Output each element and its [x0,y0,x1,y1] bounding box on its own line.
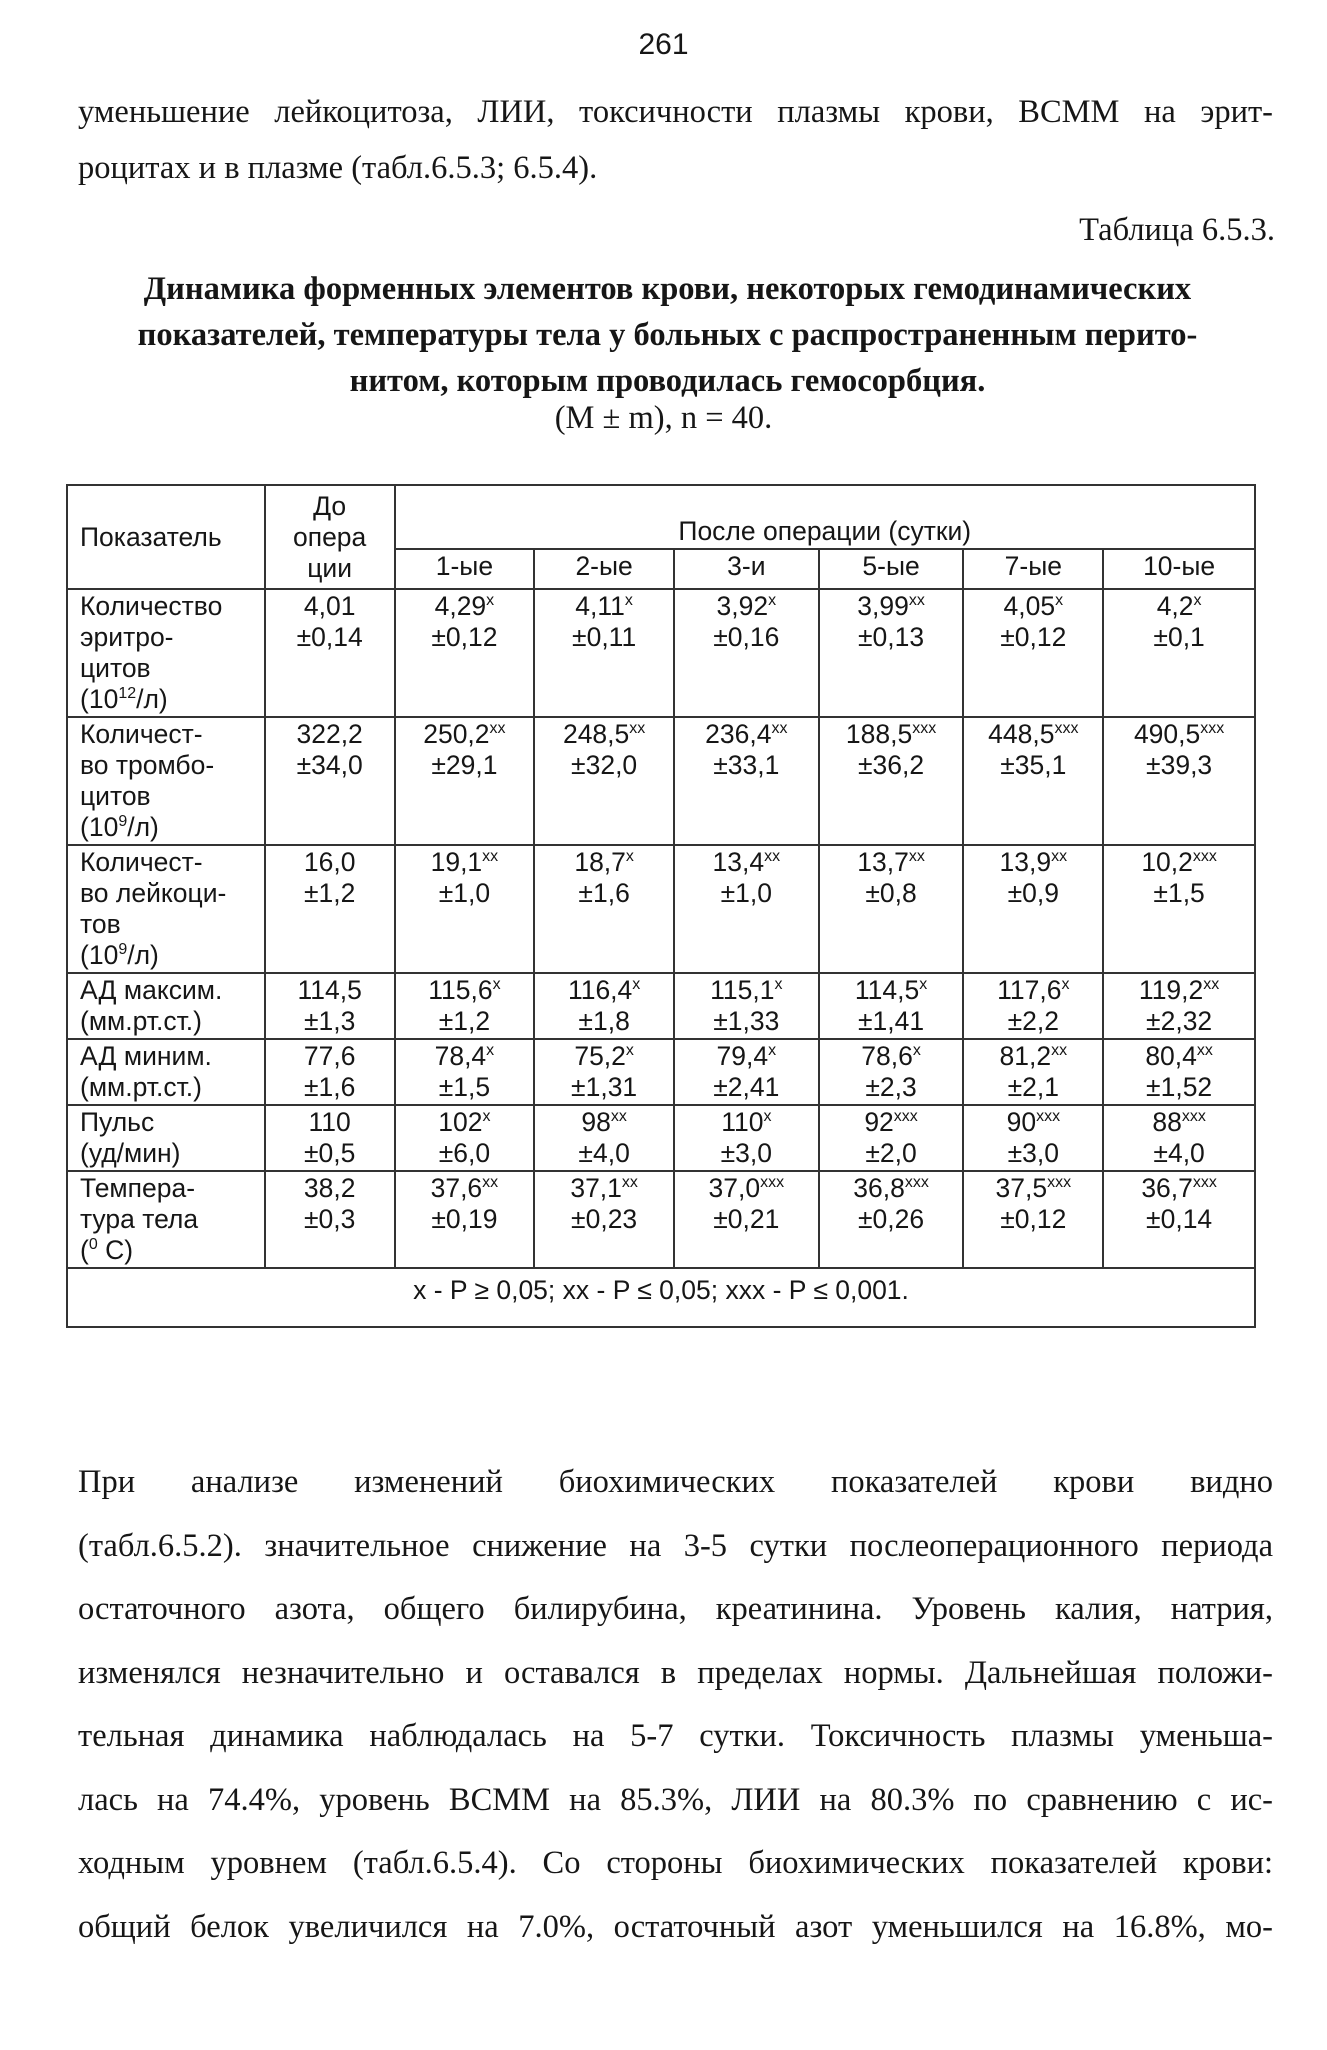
significance-mark: x [632,976,641,993]
significance-mark: xxx [1047,1174,1072,1191]
day-value: $37,5^{xxx}$ ±0,12 [963,1171,1103,1268]
significance-mark: xxx [904,1174,929,1191]
significance-mark: xx [908,592,925,609]
before-value: 38,2 ±0,3 [265,1171,395,1268]
table-body [67,485,1255,1268]
day-value: $116,4^x$ ±1,8 [534,973,674,1039]
significance-mark: x [625,848,634,865]
significance-mark: xx [908,848,925,865]
header-before: До опера ции [265,485,395,589]
significance-mark: xx [1051,848,1068,865]
significance-mark: xx [1051,1042,1068,1059]
intro-line-1: уменьшение лейкоцитоза, ЛИИ, токсичности плазмы крови, ВСММ на эрит- [78,94,1273,130]
before-value: 110 ±0,5 [265,1105,395,1171]
paragraph-line: остаточного азота, общего билирубина, креатинина. Уровень калия, натрия, [78,1591,1273,1627]
significance-mark: xx [764,848,781,865]
day-value: $19,1^{xx}$ ±1,0 [395,845,535,973]
header-day: 10-ые [1103,549,1255,589]
significance-mark: x [912,1042,921,1059]
day-value: $10,2^{xxx}$ ±1,5 [1103,845,1255,973]
significance-mark: xxx [1200,720,1225,737]
significance-mark: xxx [1054,720,1079,737]
paragraph-line: лась на 74.4%, уровень ВСММ на 85.3%, ЛИИ на 80.3% по сравнению с ис- [78,1781,1273,1818]
significance-mark: x [1055,592,1064,609]
day-value: $80,4^{xx}$ ±1,52 [1103,1039,1255,1105]
significance-mark: x [768,592,777,609]
significance-mark: x [1061,976,1070,993]
table-row [67,1171,1255,1268]
day-value: $13,9^{xx}$ ±0,9 [963,845,1103,973]
day-value: $490,5^{xxx}$ ±39,3 [1103,717,1255,845]
table-row [67,589,1255,717]
paragraph-line: При анализе изменений биохимических показателей крови видно [78,1464,1273,1500]
before-value: 16,0 ±1,2 [265,845,395,973]
row-label: АД максим. (мм.рт.ст.) [67,973,265,1039]
significance-mark: xx [1196,1042,1213,1059]
significance-mark: xx [771,720,788,737]
significance-mark: x [492,976,501,993]
significance-mark: xx [610,1108,627,1125]
paragraph-line: общий белок увеличился на 7.0%, остаточный азот уменьшился на 16.8%, мо- [78,1908,1273,1945]
day-value: $3,99^{xx}$ ±0,13 [819,589,964,717]
row-label: Количест- во лейкоци- тов $(10^9/л)$ [67,845,265,973]
day-value: $36,8^{xxx}$ ±0,26 [819,1171,964,1268]
day-value: $114,5^x$ ±1,41 [819,973,964,1039]
day-value: $81,2^{xx}$ ±2,1 [963,1039,1103,1105]
day-value: $102^x$ ±6,0 [395,1105,535,1171]
significance-mark: x [482,1108,491,1125]
before-value: 322,2 ±34,0 [265,717,395,845]
day-value: $115,6^x$ ±1,2 [395,973,535,1039]
day-value: $90^{xxx}$ ±3,0 [963,1105,1103,1171]
day-value: $98^{xx}$ ±4,0 [534,1105,674,1171]
paragraph-line: тельная динамика наблюдалась на 5-7 сутки. Токсичность плазмы уменьша- [78,1718,1273,1754]
day-value: $13,7^{xx}$ ±0,8 [819,845,964,973]
row-label: Темпера- тура тела ($^0$ С) [67,1171,265,1268]
significance-mark: xxx [1192,848,1217,865]
significance-mark: x [774,976,783,993]
significance-mark: xxx [893,1108,918,1125]
significance-mark: x [486,1042,495,1059]
significance-mark: xx [629,720,646,737]
day-value: $18,7^x$ ±1,6 [534,845,674,973]
day-value: $117,6^x$ ±2,2 [963,973,1103,1039]
before-value: 4,01 ±0,14 [265,589,395,717]
day-value: $115,1^x$ ±1,33 [674,973,819,1039]
day-value: $110^x$ ±3,0 [674,1105,819,1171]
before-value: 114,5 ±1,3 [265,973,395,1039]
day-value: $188,5^{xxx}$ ±36,2 [819,717,964,845]
significance-mark: x [486,592,495,609]
paragraph-line: изменялся незначительно и оставался в пределах нормы. Дальнейшая положи- [78,1654,1273,1691]
day-value: $4,2^x$ ±0,1 [1103,589,1255,717]
header-day: 3-и [674,549,819,589]
day-value: $4,11^x$ ±0,11 [534,589,674,717]
day-value: $13,4^{xx}$ ±1,0 [674,845,819,973]
significance-mark: xxx [760,1174,785,1191]
significance-mark: xx [482,1174,499,1191]
table-row [67,1105,1255,1171]
table-title-line-2: показателей, температуры тела у больных с распространенным перито- [137,317,1198,353]
significance-mark: xxx [1036,1108,1061,1125]
day-value: $4,05^x$ ±0,12 [963,589,1103,717]
significance-mark: xx [621,1174,638,1191]
page-number: 261 [638,28,689,61]
table-stats: (M ± m), n = 40. [554,400,773,436]
header-indicator: Показатель [67,485,265,589]
day-value: $236,4^{xx}$ ±33,1 [674,717,819,845]
table-title-line-3: нитом, которым проводилась гемосорбция. [349,363,986,399]
intro-line-2: роцитах и в плазме (табл.6.5.3; 6.5.4). [78,150,598,186]
data-table [66,484,1256,1328]
significance-mark: xx [482,848,499,865]
paragraph-line: (табл.6.5.2). значительное снижение на 3-5 сутки послеоперационного периода [78,1527,1273,1564]
significance-mark: x [1193,592,1202,609]
header-after: После операции (сутки) [395,485,1255,549]
significance-mark: xx [489,720,506,737]
day-value: $119,2^{xx}$ ±2,32 [1103,973,1255,1039]
day-value: $448,5^{xxx}$ ±35,1 [963,717,1103,845]
day-value: $37,1^{xx}$ ±0,23 [534,1171,674,1268]
table-row [67,717,1255,845]
day-value: $92^{xxx}$ ±2,0 [819,1105,964,1171]
table-row [67,973,1255,1039]
significance-mark: x [919,976,928,993]
header-day: 2-ые [534,549,674,589]
significance-mark: xxx [1181,1108,1206,1125]
significance-mark: xxx [912,720,937,737]
day-value: $37,0^{xxx}$ ±0,21 [674,1171,819,1268]
significance-mark: x [768,1042,777,1059]
day-value: $78,6^x$ ±2,3 [819,1039,964,1105]
day-value: $37,6^{xx}$ ±0,19 [395,1171,535,1268]
day-value: $3,92^x$ ±0,16 [674,589,819,717]
day-value: $79,4^x$ ±2,41 [674,1039,819,1105]
row-label: Пульс (уд/мин) [67,1105,265,1171]
header-day: 5-ые [819,549,964,589]
table-row [67,845,1255,973]
header-day: 7-ые [963,549,1103,589]
significance-mark: xxx [1192,1174,1217,1191]
table-footnote: x - P ≥ 0,05; xx - P ≤ 0,05; xxx - P ≤ 0,001. [67,1268,1255,1327]
table-header-row [67,485,1255,549]
row-label: Количест- во тромбо- цитов $(10^9/л)$ [67,717,265,845]
row-label: Количество эритро- цитов $(10^{12}/л)$ [67,589,265,717]
day-value: $78,4^x$ ±1,5 [395,1039,535,1105]
day-value: $36,7^{xxx}$ ±0,14 [1103,1171,1255,1268]
significance-mark: x [624,592,633,609]
day-value: $250,2^{xx}$ ±29,1 [395,717,535,845]
table-row [67,1039,1255,1105]
paragraph-line: ходным уровнем (табл.6.5.4). Со стороны биохимических показателей крови: [78,1845,1273,1881]
significance-mark: xx [1203,976,1220,993]
row-label: АД миним. (мм.рт.ст.) [67,1039,265,1105]
table-title-line-1: Динамика форменных элементов крови, некоторых гемодинамических [143,271,1192,307]
table-number: Таблица 6.5.3. [1079,212,1275,248]
day-value: $248,5^{xx}$ ±32,0 [534,717,674,845]
before-value: 77,6 ±1,6 [265,1039,395,1105]
header-day: 1-ые [395,549,535,589]
day-value: $4,29^x$ ±0,12 [395,589,535,717]
significance-mark: x [625,1042,634,1059]
day-value: $75,2^x$ ±1,31 [534,1039,674,1105]
table-footnote-row [67,1268,1255,1327]
significance-mark: x [763,1108,772,1125]
day-value: $88^{xxx}$ ±4,0 [1103,1105,1255,1171]
